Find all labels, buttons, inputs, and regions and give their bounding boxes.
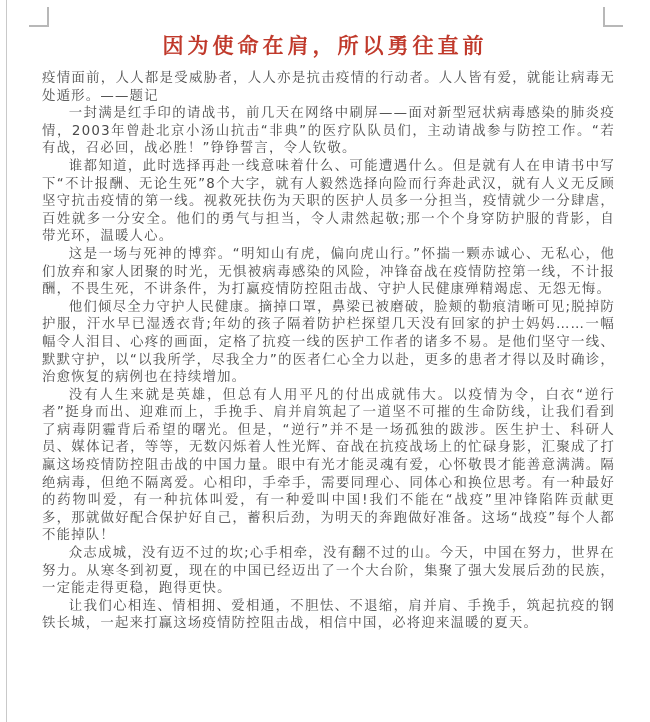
essay-body <box>42 70 615 633</box>
essay-paragraph-epigraph: 疫情面前，人人都是受威胁者，人人亦是抗击疫情的行动者。人人皆有爱，就能让病毒无处遁形。——题记 <box>42 71 615 104</box>
corner-crop-mark-top-right <box>603 7 623 27</box>
essay-paragraph: 让我们心相连、情相拥、爱相通，不胆怯、不退缩，肩并肩、手挽手，筑起抗疫的钢铁长城，一起来打赢这场疫情防控阻击战，相信中国，必将迎来温暖的夏天。 <box>42 598 615 632</box>
essay-paragraph: 一封满是红手印的请战书，前几天在网络中刷屏——面对新型冠状病毒感染的肺炎疫情，2003年曾赴北京小汤山抗击“非典”的医疗队队员们，主动请战参与防控工作。“若有战，召必回，战必胜！”铮铮誓言，令人钦敬。 <box>42 106 615 157</box>
essay-title: 因为使命在肩，所以勇往直前 <box>162 34 488 58</box>
essay-paragraph: 没有人生来就是英雄，但总有人用平凡的付出成就伟大。以疫情为令，白衣“逆行者”挺身而出、迎难而上，手挽手、肩并肩筑起了一道坚不可摧的生命防线，让我们看到了病毒阴霾背后希望的曙光。但是，“逆行”并不是一场孤独的跋涉。医生护士、科研人员、媒体记者，等等，无数闪烁着人性光辉、奋战在抗疫战场上的忙碌身影，汇聚成了打赢这场疫情防控阻击战的中国力量。眼中有光才能灵魂有爱，心怀敬畏才能善意满满。隔绝病毒，但绝不隔离爱。心相印，手牵手，需要同理心、同体心和换位思考。有一种最好的药物叫爱，有一种抗体叫爱，有一种爱叫中国!我们不能在“战疫”里冲锋陷阵贡献更多，那就做好配合保护好自己，蓄积后劲，为明天的奔跑做好准备。这场“战疫”每个人都不能掉队！ <box>42 387 615 544</box>
essay-paragraph: 这是一场与死神的博弈。“明知山有虎，偏向虎山行。”怀揣一颗赤诚心、无私心，他们放弃和家人团聚的时光，无惧被病毒感染的风险，冲锋奋战在疫情防控第一线，不计报酬，不畏生死，不讲条件，为打赢疫情防控阻击战、守护人民健康殚精竭虑、无怨无悔。 <box>42 246 615 298</box>
essay-paragraph: 众志成城，没有迈不过的坎;心手相牵，没有翻不过的山。今天，中国在努力，世界在努力。从寒冬到初夏，现在的中国已经迈出了一个大台阶，集聚了强大发展后劲的民族，一定能走得更稳，跑得更快。 <box>42 546 615 597</box>
essay-paragraph: 谁都知道，此时选择再赴一线意味着什么、可能遭遇什么。但是就有人在申请书中写下“不计报酬、无论生死”8个大字，就有人毅然选择向险而行奔赴武汉，就有人义无反顾坚守抗击疫情的第一线。视救死扶伤为天职的医护人员多一分担当，疫情就少一分肆虐，百姓就多一分安全。他们的勇气与担当，令人肃然起敬;那一个个身穿防护服的背影，自带光环，温暖人心。 <box>42 158 615 245</box>
page-edge-line <box>6 0 7 722</box>
corner-crop-mark-top-left <box>29 7 49 27</box>
essay-paragraph: 他们倾尽全力守护人民健康。摘掉口罩，鼻梁已被磨破，脸颊的勒痕清晰可见;脱掉防护服，汗水早已湿透衣背;年幼的孩子隔着防护栏探望几天没有回家的护士妈妈……一幅幅令人泪目、心疼的画面，定格了抗疫一线的医护工作者的诸多不易。是他们坚守一线、默默守护，以“以我所学，尽我全力”的医者仁心全力以赴，更多的患者才得以及时确诊，治愈恢复的病例也在持续增加。 <box>42 299 615 386</box>
